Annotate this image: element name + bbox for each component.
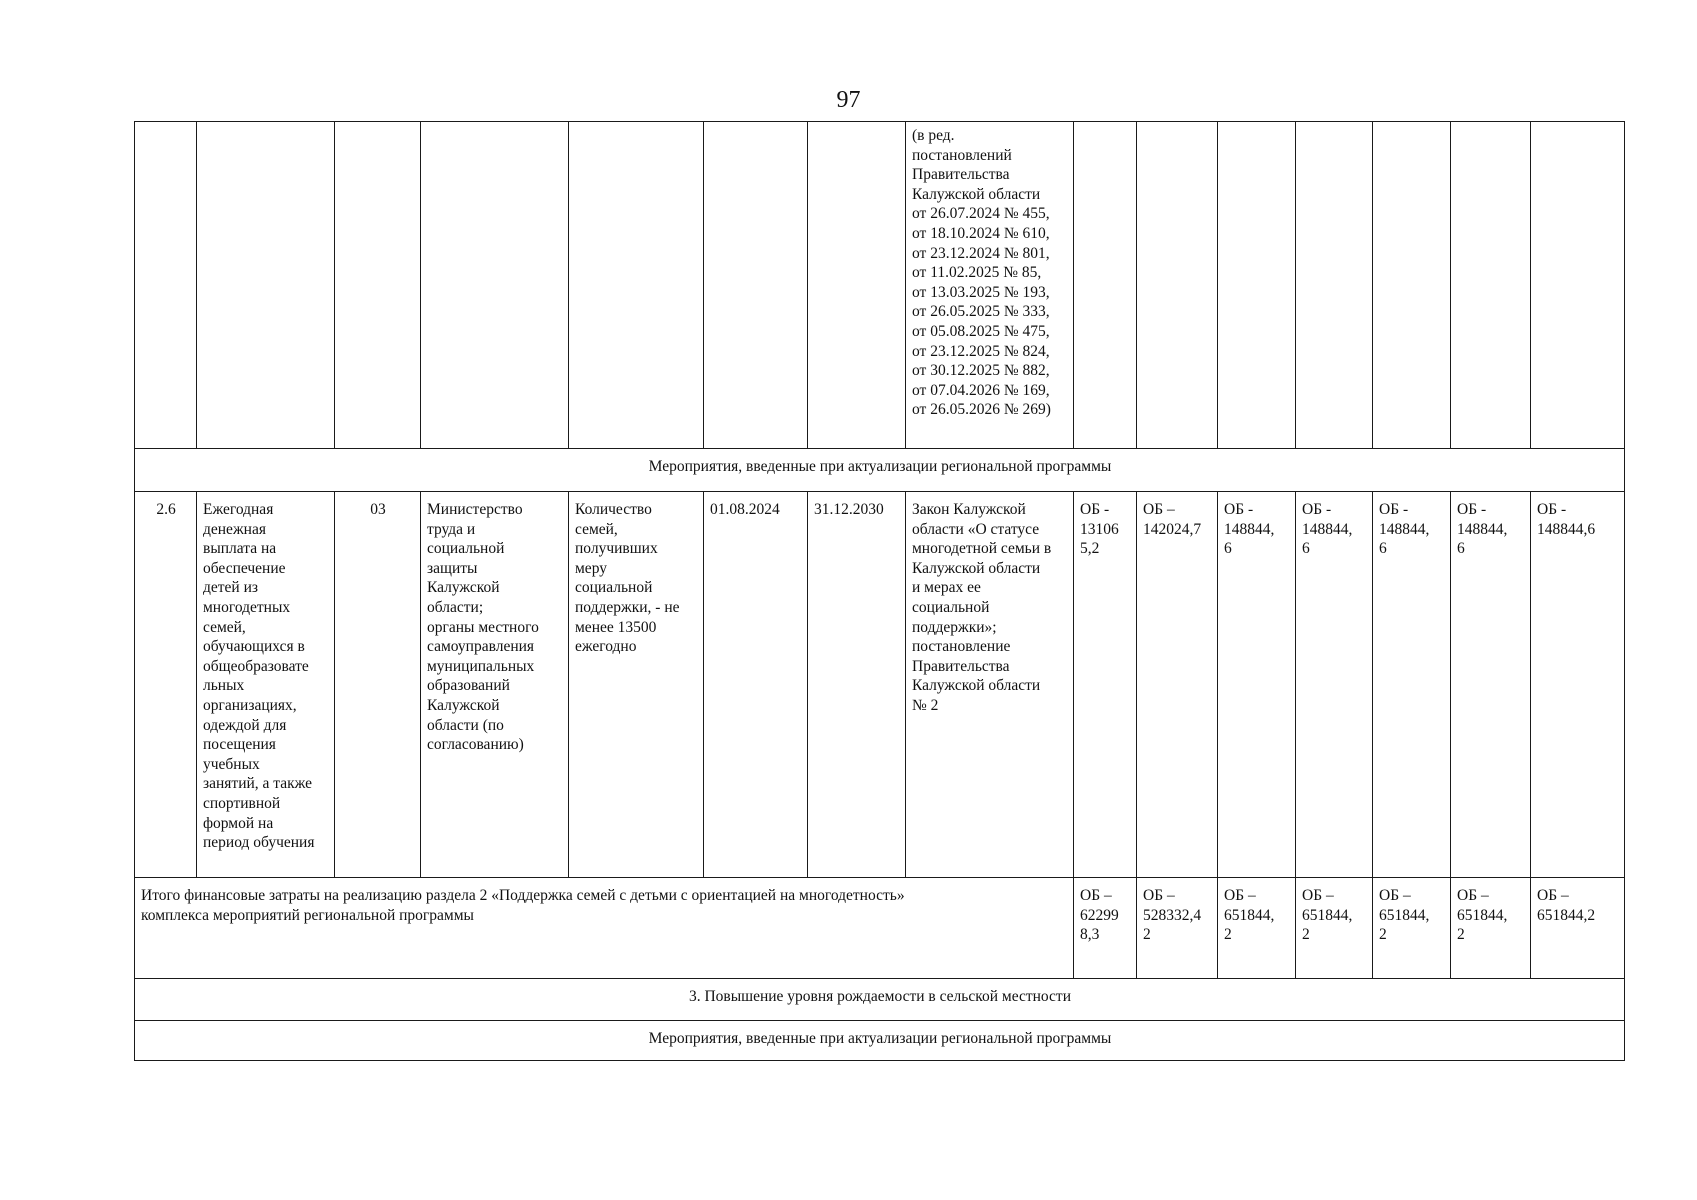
start-date: 01.08.2024 bbox=[704, 492, 808, 878]
cell-empty bbox=[1373, 122, 1451, 449]
cell-empty bbox=[569, 122, 704, 449]
section-header-row bbox=[135, 1021, 1625, 1061]
cell-empty bbox=[1137, 122, 1218, 449]
program-table bbox=[134, 121, 1625, 1061]
funding-year-3: ОБ - 148844, 6 bbox=[1218, 492, 1296, 878]
funding-year-1: ОБ - 13106 5,2 bbox=[1074, 492, 1137, 878]
page-number: 97 bbox=[836, 87, 861, 113]
funding-year-7: ОБ - 148844,6 bbox=[1531, 492, 1625, 878]
cell-empty bbox=[704, 122, 808, 449]
legal-amendments-note: (в ред. постановлений Правительства Калужской области от 26.07.2024 № 455, от 18.10.2024 № 610, от 23.12.2024 № 801, от 11.02.2025 № 85, от 13.03.2025 № 193, от 26.05.2025 № 333, от 05.08.2025 № 475, от 23.12.2025 № 824, от 30.12.2025 № 882, от 07.04.2026 № 169, от 26.05.2026 № 269) bbox=[906, 122, 1074, 449]
row-number: 2.6 bbox=[135, 492, 197, 878]
table-row-continuation bbox=[135, 122, 1625, 449]
total-year-6: ОБ – 651844, 2 bbox=[1451, 878, 1531, 979]
cell-empty bbox=[808, 122, 906, 449]
total-year-1: ОБ – 62299 8,3 bbox=[1074, 878, 1137, 979]
total-year-4: ОБ – 651844, 2 bbox=[1296, 878, 1373, 979]
section-header-row bbox=[135, 449, 1625, 492]
section-header-final: Мероприятия, введенные при актуализации региональной программы bbox=[135, 1021, 1625, 1061]
cell-empty bbox=[1218, 122, 1296, 449]
cell-empty bbox=[335, 122, 421, 449]
cell-empty bbox=[1074, 122, 1137, 449]
cell-empty bbox=[1296, 122, 1373, 449]
total-year-2: ОБ – 528332,4 2 bbox=[1137, 878, 1218, 979]
total-year-3: ОБ – 651844, 2 bbox=[1218, 878, 1296, 979]
activity-code: 03 bbox=[335, 492, 421, 878]
executor: Министерство труда и социальной защиты Калужской области; органы местного самоуправления муниципальных образований Калужской области (по согласованию) bbox=[421, 492, 569, 878]
legal-basis: Закон Калужской области «О статусе многодетной семьи в Калужской области и мерах ее социальной поддержки»; постановление Правительства Калужской области № 2 bbox=[906, 492, 1074, 878]
section-header-actualized: Мероприятия, введенные при актуализации региональной программы bbox=[135, 449, 1625, 492]
indicator: Количество семей, получивших меру социальной поддержки, - не менее 13500 ежегодно bbox=[569, 492, 704, 878]
total-year-7: ОБ – 651844,2 bbox=[1531, 878, 1625, 979]
funding-year-2: ОБ – 142024,7 bbox=[1137, 492, 1218, 878]
table-row-2-6 bbox=[135, 492, 1625, 878]
funding-year-4: ОБ - 148844, 6 bbox=[1296, 492, 1373, 878]
cell-empty bbox=[1531, 122, 1625, 449]
section-header-3: 3. Повышение уровня рождаемости в сельской местности bbox=[135, 979, 1625, 1021]
cell-empty bbox=[1451, 122, 1531, 449]
total-row bbox=[135, 878, 1625, 979]
funding-year-5: ОБ - 148844, 6 bbox=[1373, 492, 1451, 878]
cell-empty bbox=[197, 122, 335, 449]
funding-year-6: ОБ - 148844, 6 bbox=[1451, 492, 1531, 878]
end-date: 31.12.2030 bbox=[808, 492, 906, 878]
section-header-row bbox=[135, 979, 1625, 1021]
cell-empty bbox=[421, 122, 569, 449]
cell-empty bbox=[135, 122, 197, 449]
total-year-5: ОБ – 651844, 2 bbox=[1373, 878, 1451, 979]
total-label: Итого финансовые затраты на реализацию раздела 2 «Поддержка семей с детьми с ориентацией на многодетность» комплекса мероприятий региональной программы bbox=[135, 878, 1074, 979]
activity-name: Ежегодная денежная выплата на обеспечение детей из многодетных семей, обучающихся в общеобразовате льных организациях, одеждой для посещения учебных занятий, а также спортивной формой на период обучения bbox=[197, 492, 335, 878]
